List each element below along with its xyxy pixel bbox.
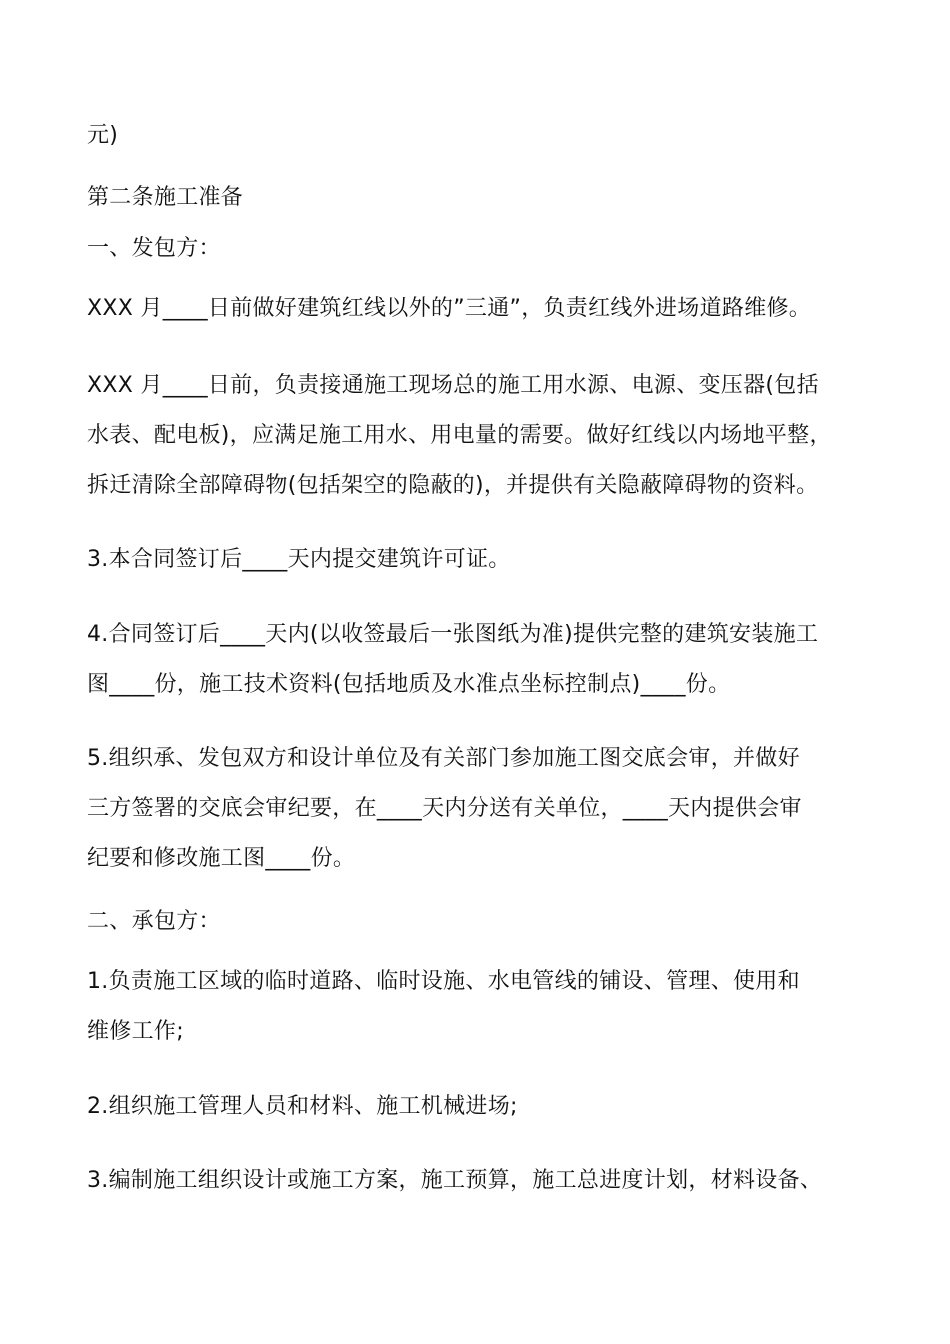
text-line-10: 图____份，施工技术资料(包括地质及水准点坐标控制点)____份。 bbox=[87, 672, 731, 697]
subheading-contractor: 二、承包方： bbox=[87, 909, 221, 934]
text-line-15: 1.负责施工区域的临时道路、临时设施、水电管线的铺设、管理、使用和 bbox=[87, 969, 800, 994]
text-line-7: 拆迁清除全部障碍物(包括架空的隐蔽的)，并提供有关隐蔽障碍物的资料。 bbox=[87, 473, 819, 498]
text-line-1: 元) bbox=[87, 123, 119, 148]
text-line-8: 3.本合同签订后____天内提交建筑许可证。 bbox=[87, 547, 511, 572]
text-line-5: XXX 月____日前，负责接通施工现场总的施工用水源、电源、变压器(包括 bbox=[87, 373, 819, 398]
subheading-employer: 一、发包方： bbox=[87, 236, 221, 261]
text-line-17: 2.组织施工管理人员和材料、施工机械进场; bbox=[87, 1094, 518, 1119]
text-line-11: 5.组织承、发包双方和设计单位及有关部门参加施工图交底会审，并做好 bbox=[87, 746, 800, 771]
text-line-6: 水表、配电板)，应满足施工用水、用电量的需要。做好红线以内场地平整， bbox=[87, 423, 832, 448]
text-line-18: 3.编制施工组织设计或施工方案，施工预算，施工总进度计划，材料设备、 bbox=[87, 1168, 823, 1193]
text-line-4: XXX 月____日前做好建筑红线以外的”三通”，负责红线外进场道路维修。 bbox=[87, 296, 812, 321]
text-line-9: 4.合同签订后____天内(以收签最后一张图纸为准)提供完整的建筑安装施工 bbox=[87, 622, 819, 647]
section-heading-construction-prep: 第二条施工准备 bbox=[87, 185, 244, 210]
text-line-16: 维修工作; bbox=[87, 1019, 184, 1044]
text-line-12: 三方签署的交底会审纪要，在____天内分送有关单位，____天内提供会审 bbox=[87, 796, 802, 821]
text-line-13: 纪要和修改施工图____份。 bbox=[87, 846, 356, 871]
